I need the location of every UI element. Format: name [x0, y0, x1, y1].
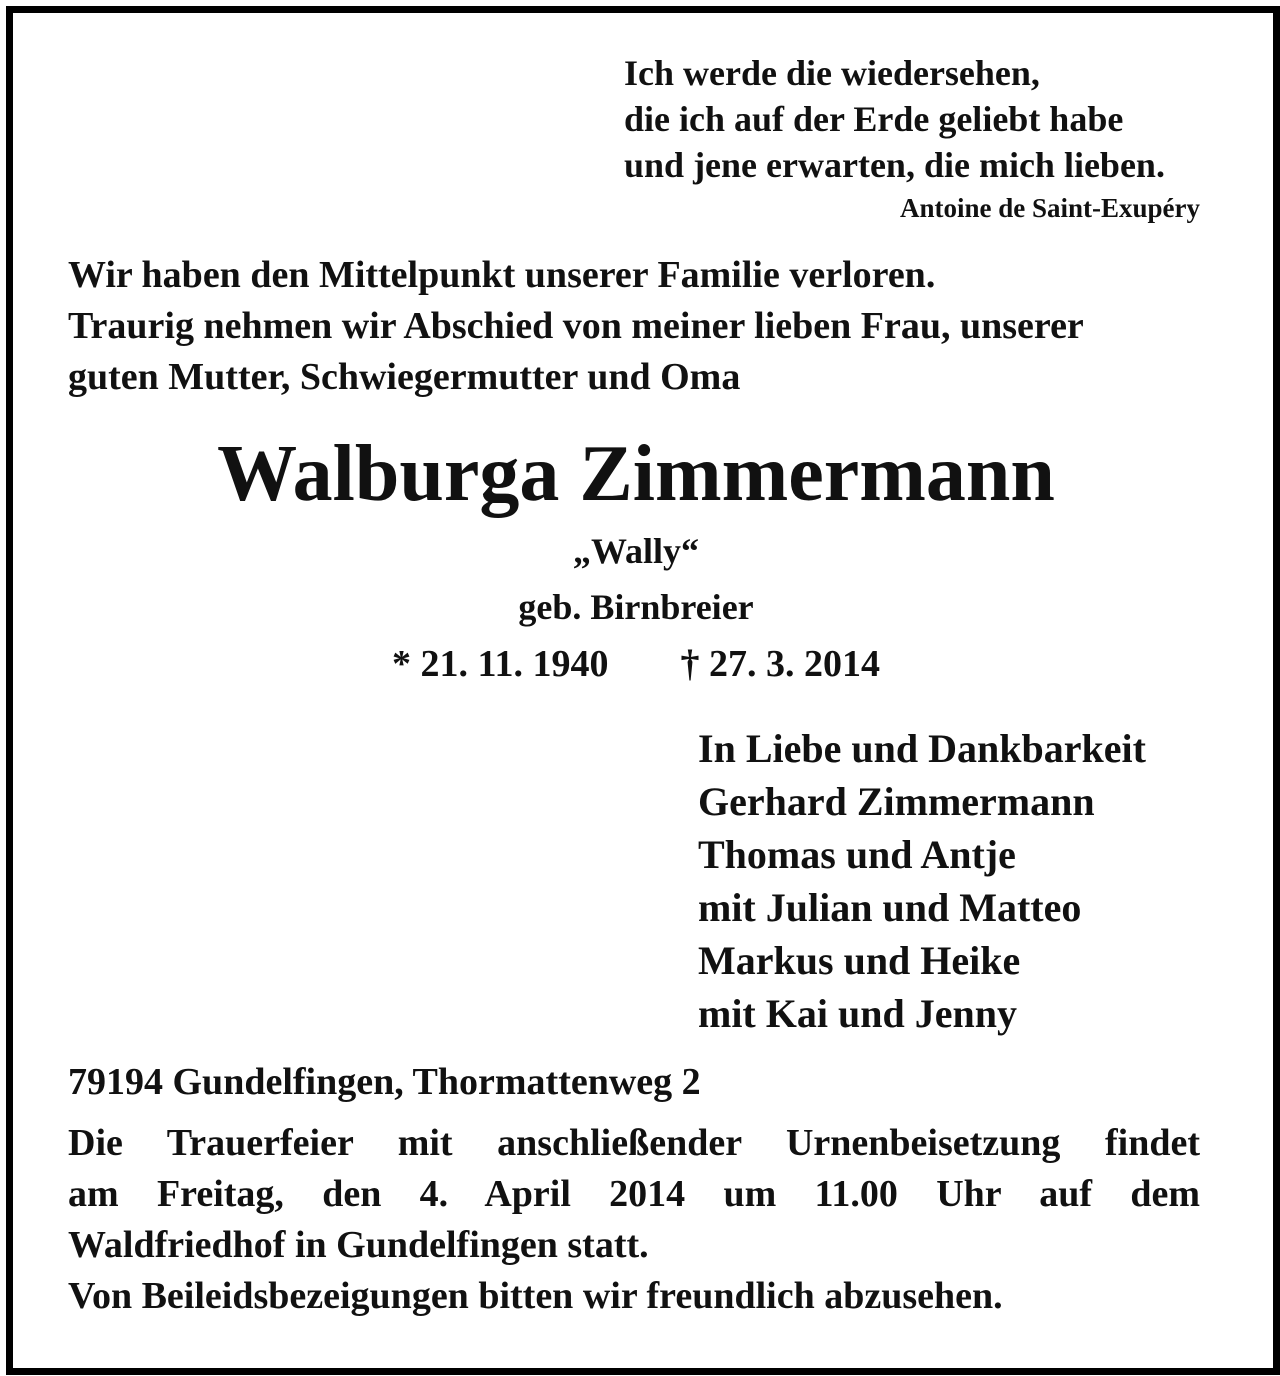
life-dates — [0, 642, 1272, 686]
deceased-maiden-name: geb. Birnbreier — [518, 587, 754, 627]
poem-quote — [624, 50, 1224, 188]
funeral-line: Die Trauerfeier mit anschließender Urnenbeisetzung findet — [68, 1122, 1200, 1164]
deceased-name: Walburga Zimmermann — [217, 430, 1055, 518]
poem-line: Ich werde die wiedersehen, — [624, 53, 1040, 93]
funeral-line: Von Beileidsbezeigungen bitten wir freundlich abzusehen. — [68, 1275, 1003, 1317]
mourner-line: In Liebe und Dankbarkeit — [698, 726, 1146, 771]
intro-text — [68, 250, 1208, 403]
mourners-list — [698, 722, 1238, 1040]
poem-line: die ich auf der Erde geliebt habe — [624, 99, 1124, 139]
mourner-line: Markus und Heike — [698, 938, 1021, 983]
mourner-line: mit Julian und Matteo — [698, 885, 1082, 930]
poem-line: und jene erwarten, die mich lieben. — [624, 145, 1165, 185]
intro-line: Wir haben den Mittelpunkt unserer Familie verloren. — [68, 254, 936, 296]
funeral-details — [68, 1118, 1200, 1322]
mourner-line: Thomas und Antje — [698, 832, 1016, 877]
birth-date: * 21. 11. 1940 — [392, 643, 609, 685]
death-date: † 27. 3. 2014 — [680, 643, 880, 685]
family-address: 79194 Gundelfingen, Thormattenweg 2 — [68, 1061, 701, 1103]
funeral-line: am Freitag, den 4. April 2014 um 11.00 Uhr auf dem — [68, 1173, 1200, 1215]
mourner-line: mit Kai und Jenny — [698, 991, 1017, 1036]
deceased-nickname: „Wally“ — [572, 531, 700, 571]
intro-line: Traurig nehmen wir Abschied von meiner lieben Frau, unserer — [68, 305, 1084, 347]
funeral-line: Waldfriedhof in Gundelfingen statt. — [68, 1224, 649, 1266]
mourner-line: Gerhard Zimmermann — [698, 779, 1095, 824]
intro-line: guten Mutter, Schwiegermutter und Oma — [68, 356, 741, 398]
poem-author: Antoine de Saint-Exupéry — [899, 193, 1200, 223]
